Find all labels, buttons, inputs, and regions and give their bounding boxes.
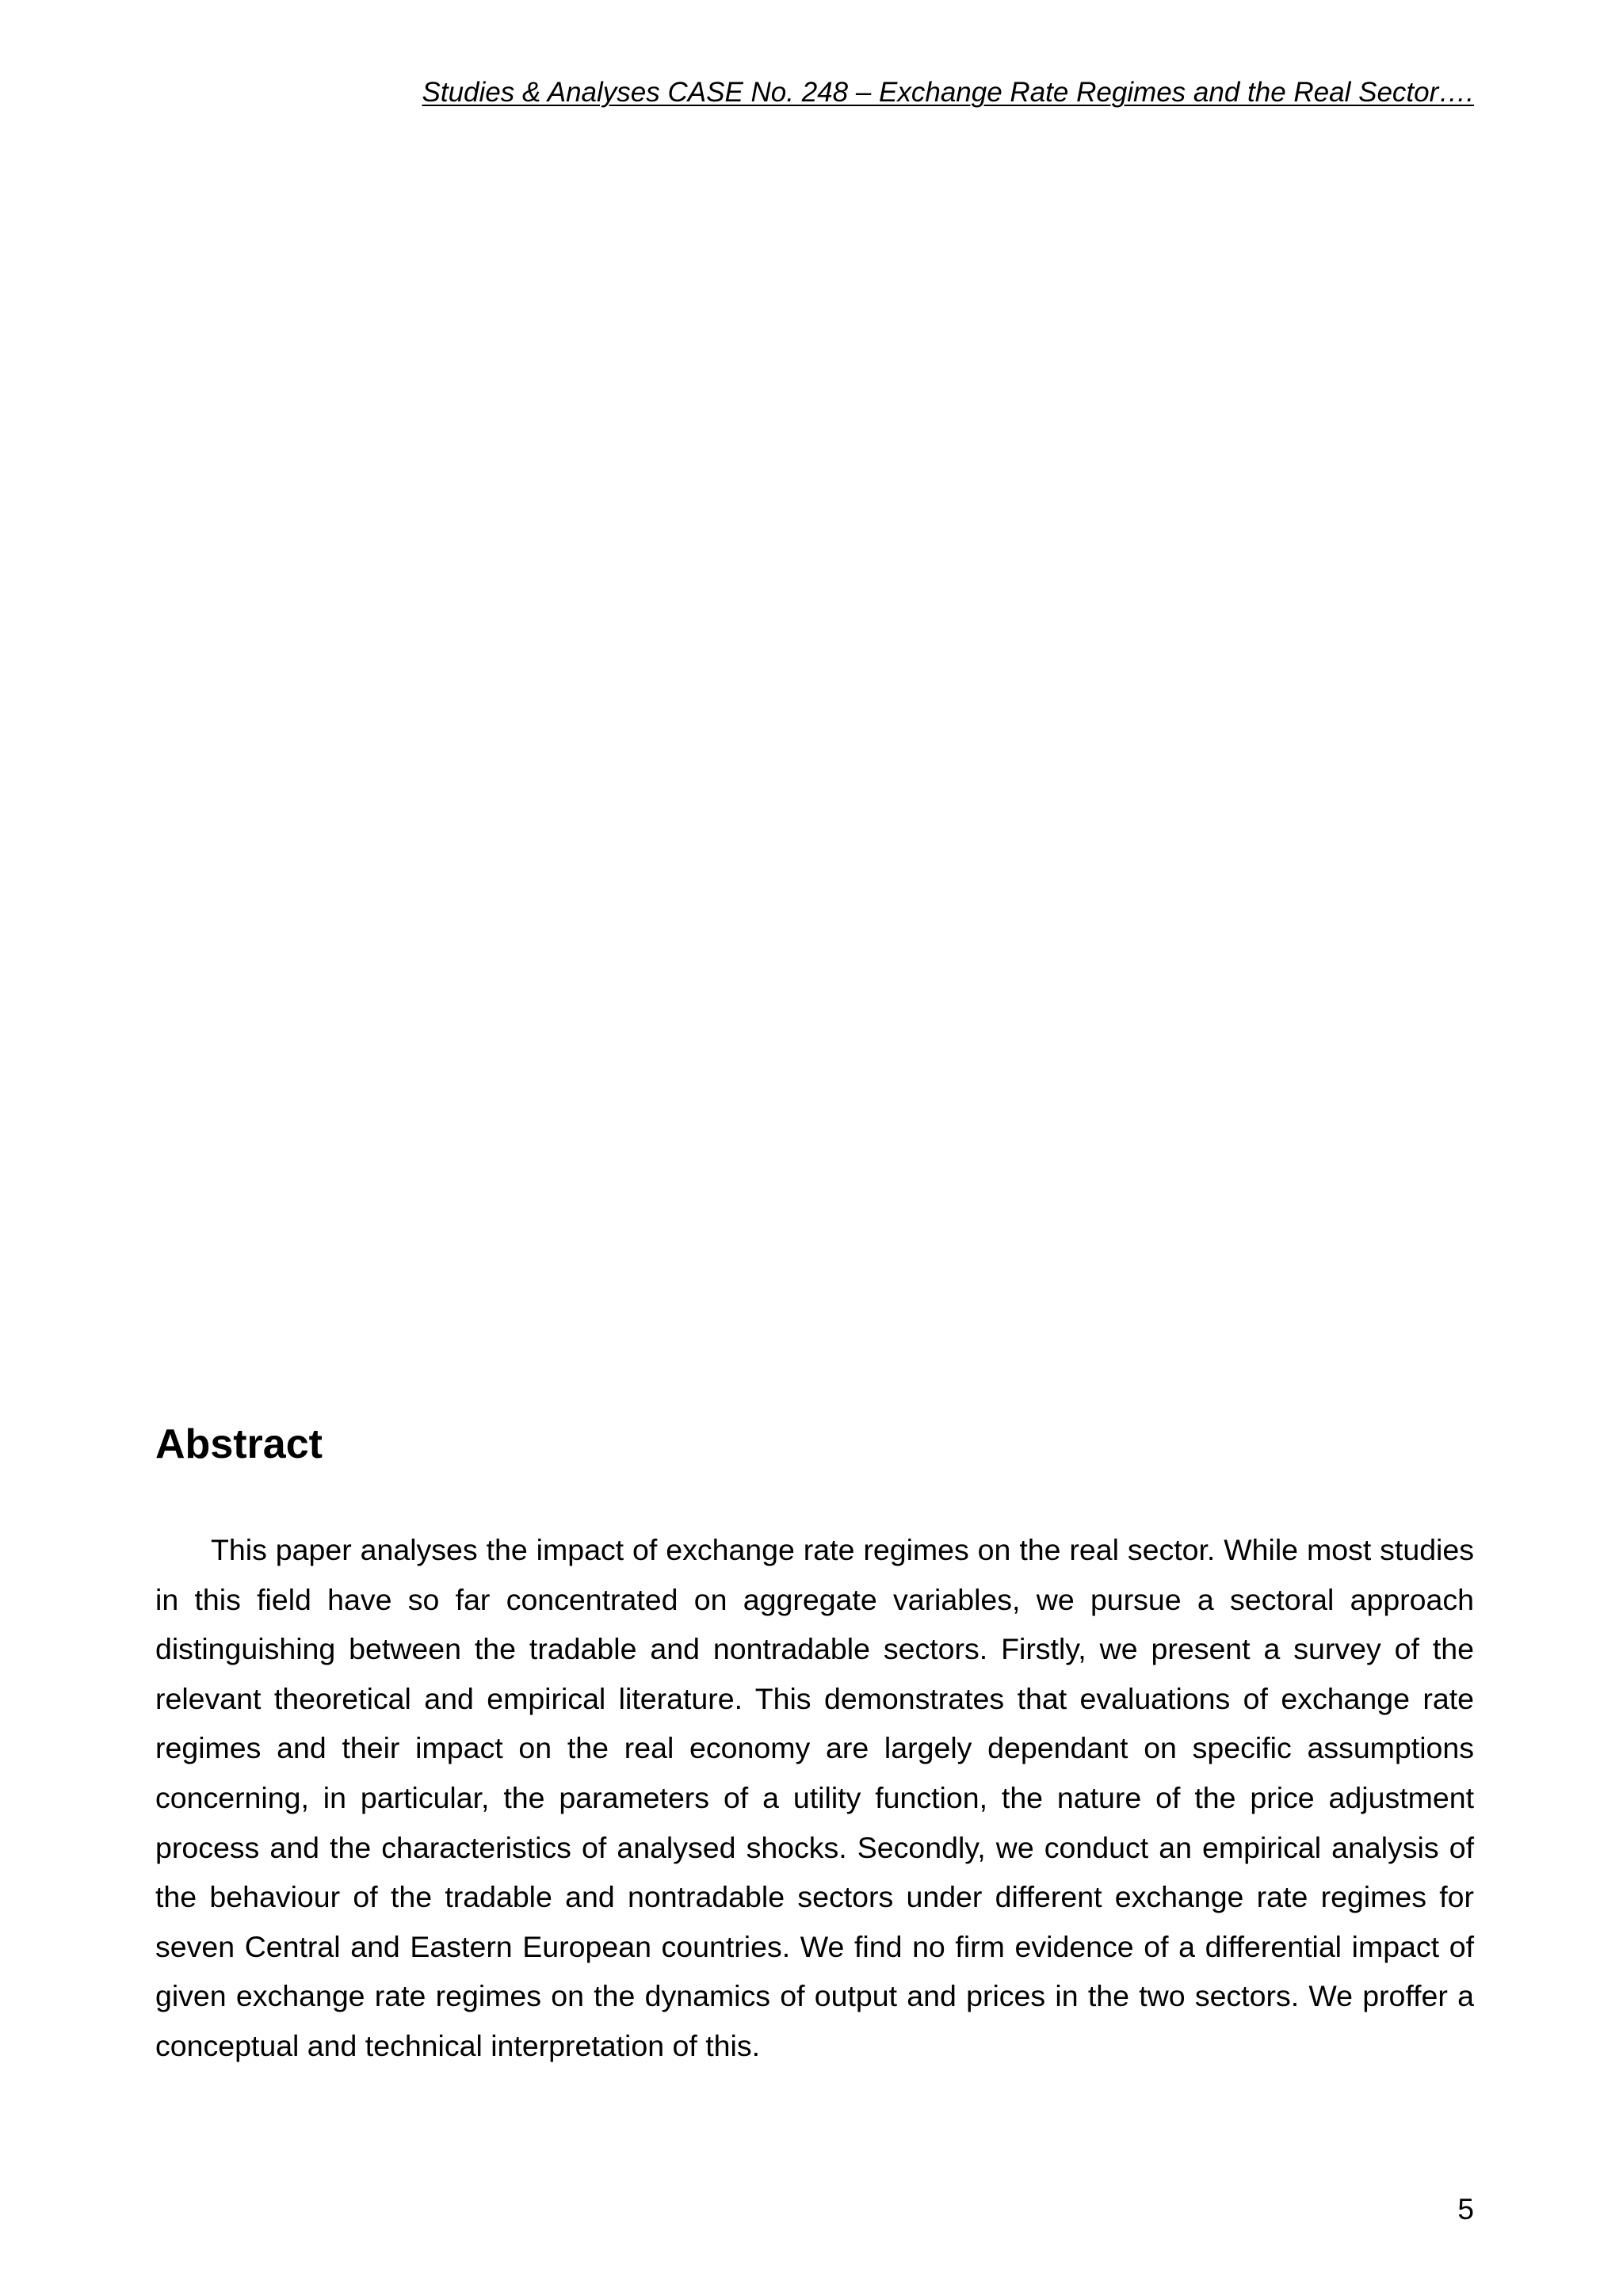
abstract-heading: Abstract: [155, 1421, 323, 1467]
running-header: Studies & Analyses CASE No. 248 – Exchange Rate Regimes and the Real Sector….: [422, 77, 1474, 108]
abstract-paragraph: This paper analyses the impact of exchange rate regimes on the real sector. While most studies in this field have so far concentrated on aggregate variables, we pursue a sectoral approach distinguishing between the tradable and nontradable sectors. Firstly, we present a survey of the relevant theoretical and empirical literature. This demonstrates that evaluations of exchange rate regimes and their impact on the real economy are largely dependant on specific assumptions concerning, in particular, the parameters of a utility function, the nature of the price adjustment process and the characteristics of analysed shocks. Secondly, we conduct an empirical analysis of the behaviour of the tradable and nontradable sectors under different exchange rate regimes for seven Central and Eastern European countries. We find no firm evidence of a differential impact of given exchange rate regimes on the dynamics of output and prices in the two sectors. We proffer a conceptual and technical interpretation of this.: [155, 1533, 1474, 2062]
page-number: 5: [1457, 2193, 1474, 2225]
